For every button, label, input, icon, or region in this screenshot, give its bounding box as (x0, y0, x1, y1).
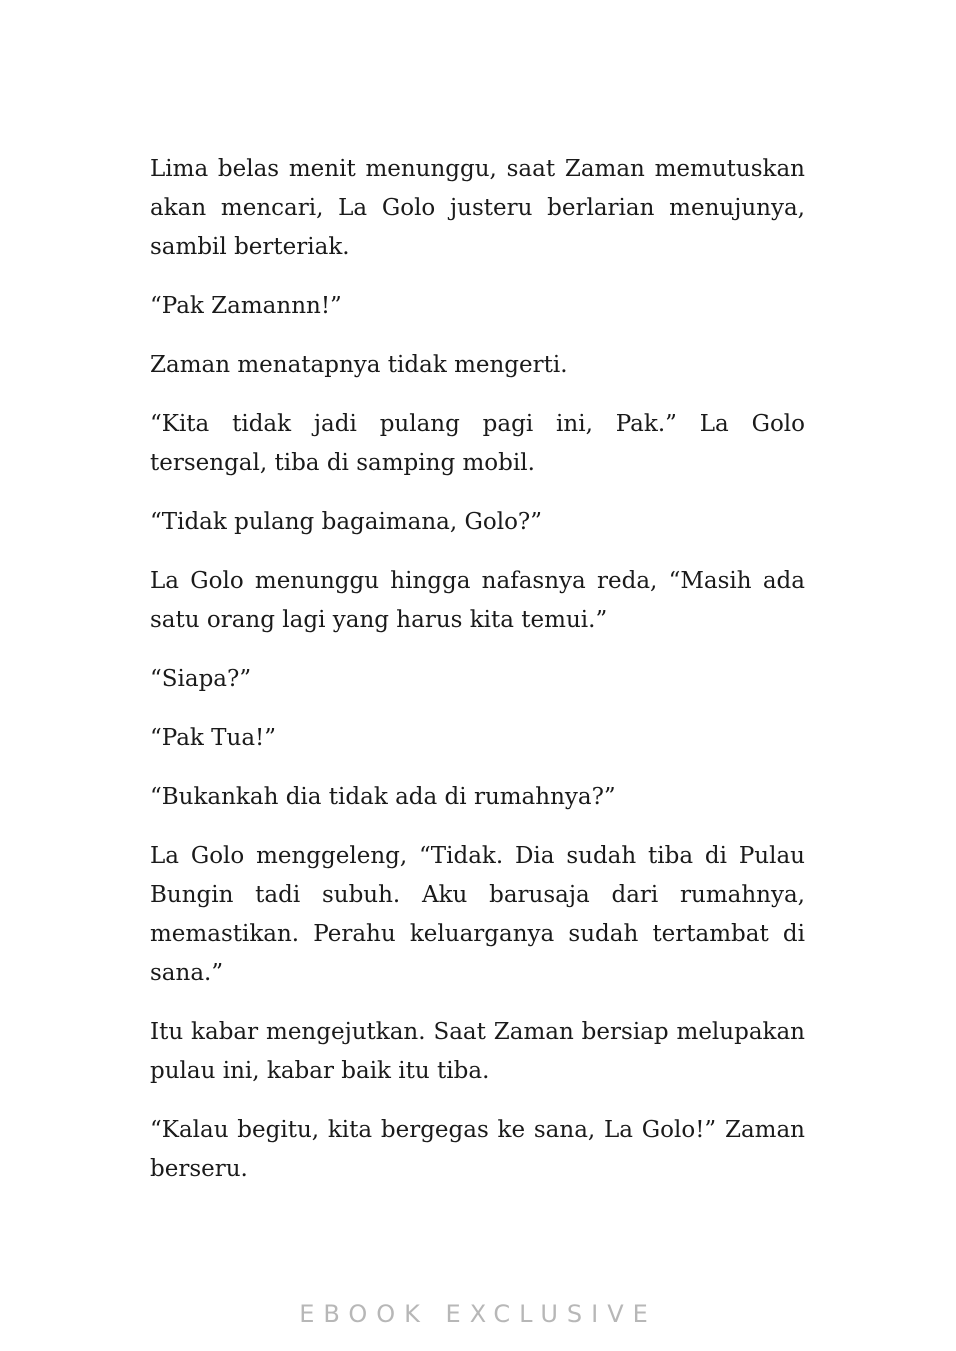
page-body (150, 150, 805, 1209)
paragraph: “Tidak pulang bagaimana, Golo?” (150, 509, 542, 535)
paragraph: “Kalau begitu, kita bergegas ke sana, La Golo!” Zaman berseru. (150, 1117, 805, 1182)
footer-label: EBOOK EXCLUSIVE (299, 1300, 657, 1328)
paragraph: Itu kabar mengejutkan. Saat Zaman bersiap melupakan pulau ini, kabar baik itu tiba. (150, 1019, 805, 1084)
paragraph: “Pak Zamannn!” (150, 293, 342, 319)
paragraph: La Golo menunggu hingga nafasnya reda, “Masih ada satu orang lagi yang harus kita temui.” (150, 568, 805, 633)
paragraph: La Golo menggeleng, “Tidak. Dia sudah tiba di Pulau Bungin tadi subuh. Aku barusaja dari rumahnya, memastikan. Perahu keluarganya sudah tertambat di sana.” (150, 843, 805, 986)
paragraph: Zaman menatapnya tidak mengerti. (150, 352, 568, 378)
paragraph: Lima belas menit menunggu, saat Zaman memutuskan akan mencari, La Golo justeru berlarian menujunya, sambil berteriak. (150, 156, 805, 260)
paragraph: “Siapa?” (150, 666, 252, 692)
paragraph: “Pak Tua!” (150, 725, 277, 751)
paragraph: “Bukankah dia tidak ada di rumahnya?” (150, 784, 616, 810)
paragraph: “Kita tidak jadi pulang pagi ini, Pak.” La Golo tersengal, tiba di samping mobil. (150, 411, 805, 476)
